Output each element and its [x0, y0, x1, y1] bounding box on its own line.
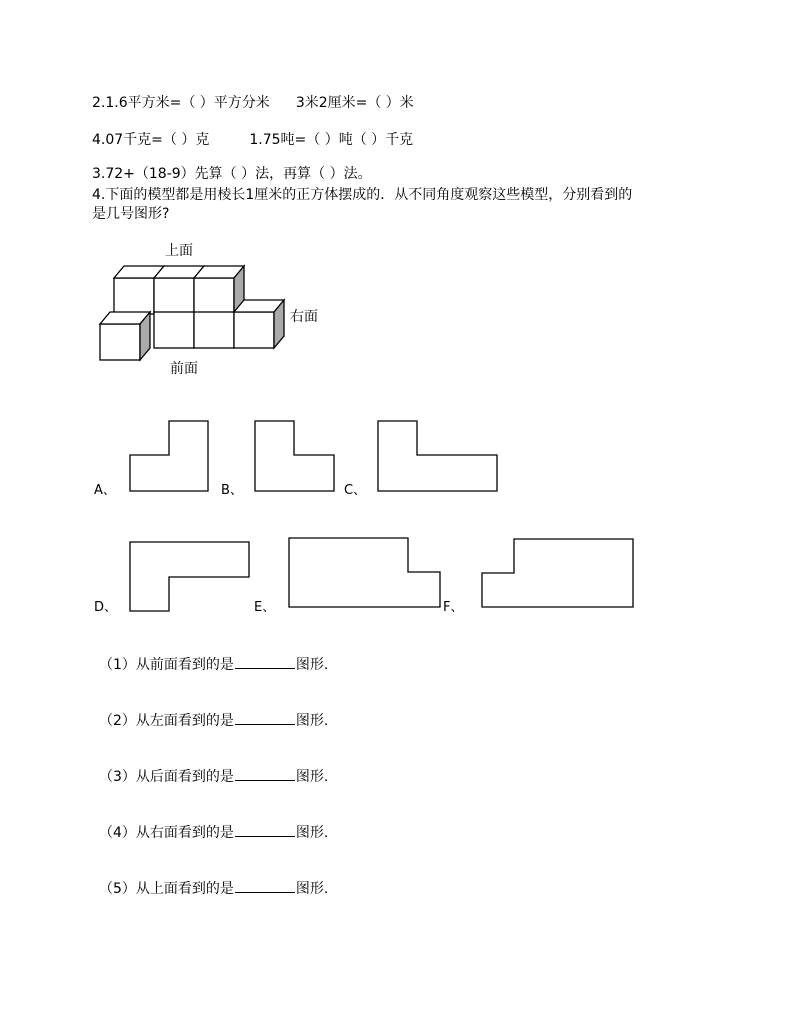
- sub-question-2-prefix: （2）从左面看到的是: [99, 713, 234, 729]
- sub-question-2-suffix: 图形.: [295, 713, 329, 729]
- sub-question-4-prefix: （4）从右面看到的是: [99, 825, 234, 841]
- fill-blank-ton-conversion: 1.75吨=（ ）吨（ ）千克: [249, 132, 414, 148]
- label-front-view: 前面: [170, 361, 198, 377]
- sub-question-3-prefix: （3）从后面看到的是: [99, 769, 234, 785]
- cube-top-3: [194, 278, 234, 314]
- sub-question-3: [99, 768, 328, 786]
- answer-blank-4[interactable]: [235, 824, 295, 837]
- cube-bottom-3: [194, 312, 234, 348]
- label-top-view: 上面: [165, 243, 193, 259]
- sub-question-5-prefix: （5）从上面看到的是: [99, 881, 234, 897]
- sub-question-3-suffix: 图形.: [295, 769, 329, 785]
- choice-d-label: D、: [94, 600, 118, 615]
- views-question-intro-cont: 是几号图形?: [92, 206, 170, 222]
- cube-bottom-2: [154, 312, 194, 348]
- views-question-intro: 4.下面的模型都是用棱长1厘米的正方体摆成的．从不同角度观察这些模型，分别看到的: [92, 187, 633, 203]
- cube-front: [100, 324, 140, 360]
- answer-blank-1[interactable]: [235, 656, 295, 669]
- answer-blank-3[interactable]: [235, 768, 295, 781]
- shape-c: [378, 421, 497, 491]
- answer-blank-2[interactable]: [235, 712, 295, 725]
- fill-blank-mass-conversion: 4.07千克=（ ）克: [92, 132, 210, 148]
- sub-question-1-prefix: （1）从前面看到的是: [99, 657, 234, 673]
- shape-e: [289, 538, 440, 607]
- choice-e-label: E、: [254, 600, 276, 615]
- cube-bottom-4: [234, 312, 274, 348]
- shape-a: [130, 421, 208, 491]
- fill-blank-length-conversion: 3米2厘米=（ ）米: [295, 95, 414, 111]
- fill-blank-area-conversion: 2.1.6平方米=（ ）平方分米: [92, 95, 270, 111]
- choice-a-label: A、: [94, 483, 116, 498]
- sub-question-4: [99, 824, 328, 842]
- sub-question-5-suffix: 图形.: [295, 881, 329, 897]
- sub-question-2: [99, 712, 328, 730]
- cube-top-2: [154, 278, 194, 314]
- label-right-view: 右面: [290, 309, 318, 325]
- cube-top-1: [114, 278, 154, 314]
- choice-f-label: F、: [443, 600, 464, 615]
- shape-f: [482, 539, 633, 607]
- order-of-operations-question: 3.72+（18-9）先算（ ）法，再算（ ）法。: [92, 166, 372, 182]
- choice-b-label: B、: [221, 483, 243, 498]
- shape-d: [130, 542, 249, 611]
- shape-b: [255, 421, 334, 491]
- choice-c-label: C、: [344, 483, 367, 498]
- sub-question-4-suffix: 图形.: [295, 825, 329, 841]
- answer-blank-5[interactable]: [235, 880, 295, 893]
- sub-question-1-suffix: 图形.: [295, 657, 329, 673]
- sub-question-1: [99, 656, 328, 674]
- sub-question-5: [99, 880, 328, 898]
